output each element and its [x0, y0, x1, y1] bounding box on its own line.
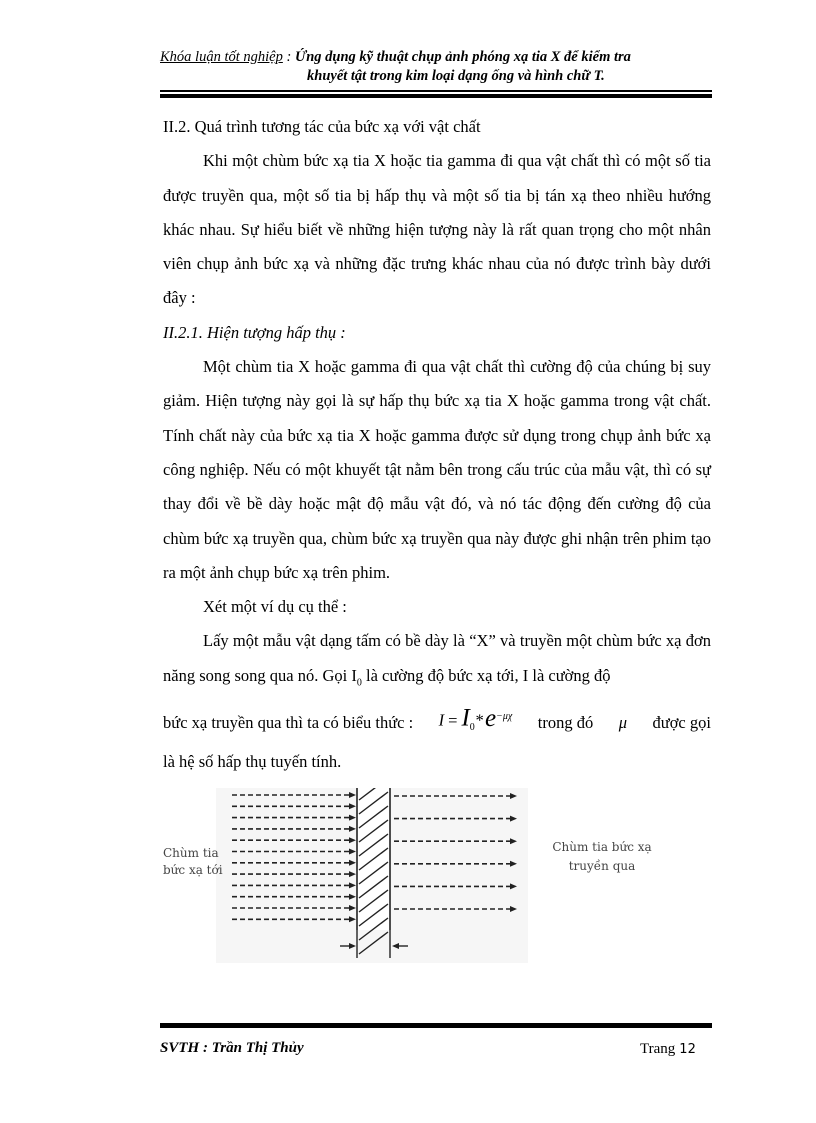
formula-suffix: trong đó: [537, 712, 594, 732]
incident-arrowhead: [349, 826, 356, 832]
header-separator: :: [282, 49, 295, 65]
page-body: [163, 110, 711, 780]
formula-i0: I: [461, 704, 470, 732]
formula-i0-sub: 0: [469, 722, 475, 734]
transmitted-arrowhead: [510, 861, 517, 867]
transmitted-label-line-2: truyền qua: [568, 859, 636, 873]
author-name: Trần Thị Thủy: [211, 1040, 304, 1056]
thickness-arrowhead-right: [392, 943, 399, 949]
transmitted-label-line-1: Chùm tia bức xạ: [552, 840, 652, 854]
formula-e: e: [485, 704, 497, 732]
incident-arrowhead: [349, 837, 356, 843]
incident-arrowhead: [349, 803, 356, 809]
header-label: Khóa luận tốt nghiệp: [160, 49, 283, 65]
page-header: [160, 48, 712, 86]
footer-rule: [160, 1023, 712, 1028]
absorption-diagram: [216, 788, 528, 963]
header-rule-thin: [160, 90, 712, 92]
incident-arrowhead: [349, 905, 356, 911]
paragraph-2: Một chùm tia X hoặc gamma đi qua vật chất thì cường độ của chúng bị suy giảm. Hiện tượng này gọi là sự hấp thụ bức xạ tia X hoặc gamma trong vật chất. Tính chất này của bức xạ tia X hoặc gamma được sử dụng trong chụp ảnh bức xạ công nghiệp. Nếu có một khuyết tật nằm bên trong cấu trúc của mẫu vật, thì có sự thay đổi về bề dày hoặc mật độ mẫu vật đó, và nó tác động đến cường độ của chùm bức xạ truyền qua, chùm bức xạ truyền qua này được ghi nhận trên phim tạo ra một ảnh chụp bức xạ trên phim.: [163, 357, 711, 582]
incident-arrowhead: [349, 882, 356, 888]
subsection-heading: II.2.1. Hiện tượng hấp thụ :: [163, 322, 346, 342]
paragraph-1: Khi một chùm bức xạ tia X hoặc tia gamma đi qua vật chất thì có một số tia được truyền qua, một số tia bị hấp thụ và một số tia bị tán xạ theo nhiều hướng khác nhau. Sự hiểu biết về những hiện tượng này là rất quan trọng cho một nhân viên chụp ảnh bức xạ và những đặc trưng khác nhau của nó được trình bày dưới đây :: [163, 151, 711, 308]
incident-arrowhead: [349, 916, 356, 922]
formula-times: *: [474, 710, 484, 730]
header-title-line-1: Ứng dụng kỹ thuật chụp ảnh phóng xạ tia X để kiểm tra: [294, 49, 631, 65]
i0-subscript: 0: [356, 677, 362, 689]
paragraph-4-text: Lấy một mẫu vật dạng tấm có bề dày là “X” và truyền một chùm bức xạ đơn năng song song qua nó. Gọi I: [163, 631, 711, 685]
formula-exponent: −μχ: [496, 711, 513, 723]
paragraph-4: [163, 624, 711, 700]
absorption-figure: [216, 788, 528, 963]
transmitted-arrowhead: [510, 838, 517, 844]
section-heading: II.2. Quá trình tương tác của bức xạ với vật chất: [163, 117, 481, 136]
incident-arrowhead: [349, 860, 356, 866]
formula-prefix: bức xạ truyền qua thì ta có biểu thức :: [163, 712, 414, 732]
incident-arrowhead: [349, 871, 356, 877]
header-line-1: [160, 48, 712, 67]
formula-lhs: I: [438, 710, 445, 730]
header-title-line-2: khuyết tật trong kim loại dạng ống và hình chữ T.: [307, 68, 605, 84]
page-number: 12: [679, 1042, 696, 1057]
transmitted-arrowhead: [510, 793, 517, 799]
transmitted-beam-label: [548, 838, 656, 876]
incident-label-line-1: Chùm tia: [163, 846, 219, 860]
footer-author: [160, 1040, 304, 1057]
formula-equals: =: [448, 710, 458, 730]
paragraph-5-end: là hệ số hấp thụ tuyến tính.: [163, 752, 342, 772]
footer-page: [640, 1041, 696, 1058]
page-label: Trang: [640, 1041, 676, 1057]
incident-arrowhead: [349, 894, 356, 900]
paragraph-4-text-2: là cường độ bức xạ tới, I là cường độ: [361, 665, 611, 685]
author-label: SVTH: [160, 1040, 200, 1056]
incident-arrowhead: [349, 815, 356, 821]
header-rule-thick: [160, 94, 712, 98]
transmitted-arrowhead: [510, 883, 517, 889]
incident-label-line-2: bức xạ tới: [163, 863, 223, 877]
transmitted-arrowhead: [510, 906, 517, 912]
absorption-formula: [439, 700, 513, 745]
transmitted-arrowhead: [510, 816, 517, 822]
incident-arrowhead: [349, 792, 356, 798]
formula-line: [163, 700, 711, 745]
paragraph-3: Xét một ví dụ cụ thể :: [203, 597, 347, 617]
formula-mu: μ: [618, 712, 628, 732]
thickness-arrowhead-left: [349, 943, 356, 949]
incident-arrowhead: [349, 849, 356, 855]
incident-beam-label: [163, 845, 223, 879]
plate-hatch-line: [359, 932, 388, 954]
formula-suffix-2: được gọi: [652, 712, 711, 732]
author-separator: :: [199, 1040, 212, 1056]
